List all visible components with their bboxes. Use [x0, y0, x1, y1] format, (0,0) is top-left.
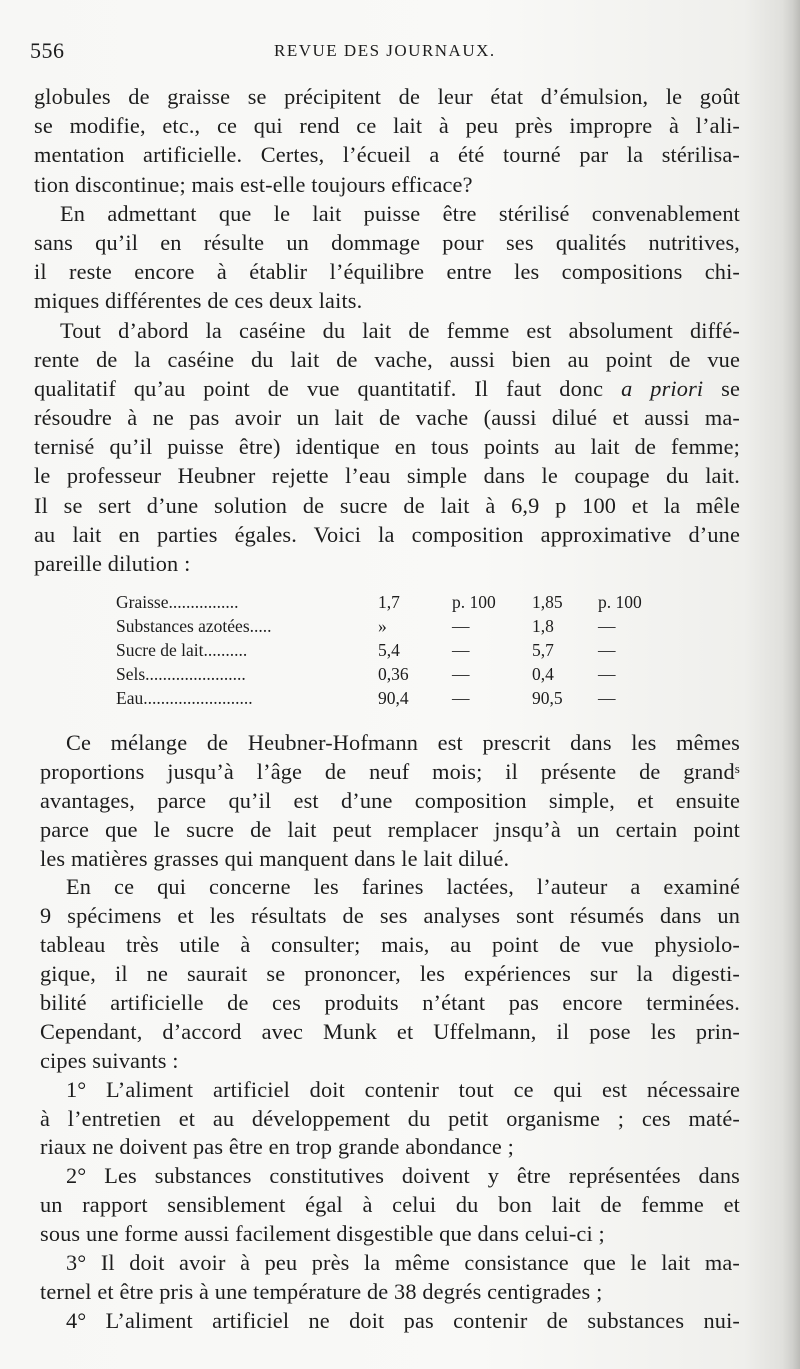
unit-human-milk: —	[598, 664, 616, 684]
composition-label: Graisse................	[116, 592, 239, 612]
unit-human-milk: p. 100	[598, 592, 642, 612]
text-line: 4° L’aliment artificiel ne doit pas contenir de substances nui-	[66, 1307, 740, 1333]
text-line: Tout d’abord la caséine du lait de femme est absolument diffé-	[60, 317, 740, 343]
value-human-milk: 5,7	[532, 640, 554, 660]
composition-label: Sels.......................	[116, 664, 246, 684]
page-header	[30, 38, 742, 66]
text-segment: qualitatif qu’au point de vue quantitatif. Il faut donc	[34, 375, 604, 401]
text-line: résoudre à ne pas avoir un lait de vache (aussi dilué et aussi ma-	[34, 405, 740, 431]
composition-table	[116, 590, 668, 710]
page-edge-shadow	[782, 0, 800, 1369]
text-line: riaux ne doivent pas être en trop grande abondance ;	[40, 1134, 514, 1160]
unit-diluted: p. 100	[452, 592, 496, 612]
text-line: En admettant que le lait puisse être stérilisé convenablement	[60, 200, 740, 226]
text-line: 3° Il doit avoir à peu près la même consistance que le lait ma-	[66, 1250, 740, 1276]
text-line: il reste encore à établir l’équilibre entre les compositions chi-	[34, 259, 740, 285]
text-line: pareille dilution :	[34, 551, 191, 576]
value-diluted: 1,7	[378, 592, 400, 612]
text-line: Il se sert d’une solution de sucre de lait à 6,9 p 100 et la mêle	[34, 492, 740, 518]
body-text-top	[34, 82, 740, 578]
composition-label: Substances azotées.....	[116, 616, 272, 636]
unit-diluted: —	[452, 664, 470, 684]
composition-label: Eau.........................	[116, 688, 253, 708]
text-line: se modifie, etc., ce qui rend ce lait à peu près impropre à l’ali-	[34, 113, 740, 139]
text-line: globules de graisse se précipitent de leur état d’émulsion, le goût	[34, 84, 740, 109]
text-line: avantages, parce qu’il est d’une composition simple, et ensuite	[40, 787, 740, 813]
text-segment: proportions jusqu’à l’âge de neuf mois; il présente de grand	[40, 758, 735, 784]
text-line: ternisé qu’il puisse être) identique en tous points au lait de femme;	[34, 434, 740, 460]
composition-row	[116, 638, 668, 662]
italic-phrase: a priori	[621, 375, 704, 401]
text-line: 9 spécimens et les résultats de ses analyses sont résumés dans un	[40, 903, 740, 929]
text-line: tion discontinue; mais est-elle toujours efficace?	[34, 171, 473, 197]
text-line: bilité artificielle de ces produits n’étant pas encore terminées.	[40, 990, 740, 1016]
value-human-milk: 1,8	[532, 616, 554, 636]
text-segment: se	[721, 375, 741, 401]
composition-row	[116, 614, 668, 638]
value-diluted: »	[378, 616, 387, 636]
value-diluted: 90,4	[378, 688, 409, 708]
text-line: 1° L’aliment artificiel doit contenir tout ce qui est nécessaire	[66, 1076, 740, 1102]
unit-diluted: —	[452, 640, 470, 660]
composition-row	[116, 590, 668, 614]
text-line: les matières grasses qui manquent dans le lait dilué.	[40, 845, 510, 871]
text-line-with-superscript	[40, 758, 740, 787]
text-line: cipes suivants :	[40, 1047, 179, 1073]
composition-row	[116, 662, 668, 686]
unit-human-milk: —	[598, 640, 616, 660]
text-line: mentation artificielle. Certes, l’écueil a été tourné par la stérilisa-	[34, 142, 740, 168]
text-line: tableau très utile à consulter; mais, au point de vue physiolo-	[40, 932, 740, 958]
body-text-bottom	[40, 729, 740, 1336]
value-human-milk: 90,5	[532, 688, 563, 708]
text-line: un rapport sensiblement égal à celui du bon lait de femme et	[40, 1192, 740, 1218]
value-human-milk: 0,4	[532, 664, 554, 684]
text-line: au lait en parties égales. Voici la composition approximative d’une	[34, 521, 740, 547]
text-line: sans qu’il en résulte un dommage pour ses qualités nutritives,	[34, 229, 740, 255]
unit-diluted: —	[452, 616, 470, 636]
text-line: En ce qui concerne les farines lactées, l’auteur a examiné	[66, 874, 740, 900]
text-line: sous une forme aussi facilement disgestible que dans celui-ci ;	[40, 1221, 605, 1247]
text-line: à l’entretien et au développement du petit organisme ; ces maté-	[40, 1105, 740, 1131]
unit-human-milk: —	[598, 616, 616, 636]
text-line: parce que le sucre de lait peut remplacer jnsqu’à un certain point	[40, 816, 740, 842]
text-line: miques différentes de ces deux laits.	[34, 288, 363, 314]
text-line: rente de la caséine du lait de vache, aussi bien au point de vue	[34, 346, 740, 372]
unit-diluted: —	[452, 688, 470, 708]
unit-human-milk: —	[598, 688, 616, 708]
value-human-milk: 1,85	[532, 592, 563, 612]
text-line: ternel et être pris à une température de 38 degrés centigrades ;	[40, 1278, 603, 1304]
value-diluted: 5,4	[378, 640, 400, 660]
page-number: 556	[30, 38, 65, 63]
composition-row	[116, 686, 668, 710]
superscript-letter: s	[734, 760, 740, 776]
value-diluted: 0,36	[378, 664, 409, 684]
text-line: gique, il ne saurait se prononcer, les expériences sur la digesti-	[40, 961, 740, 987]
text-line: le professeur Heubner rejette l’eau simple dans le coupage du lait.	[34, 463, 740, 489]
text-line: 2° Les substances constitutives doivent y être représentées dans	[66, 1163, 740, 1189]
text-line: Ce mélange de Heubner-Hofmann est prescrit dans les mêmes	[66, 730, 740, 755]
text-line-with-italic	[34, 374, 740, 403]
text-line: Cependant, d’accord avec Munk et Uffelmann, il pose les prin-	[40, 1018, 740, 1044]
running-head: REVUE DES JOURNAUX.	[274, 41, 496, 60]
composition-label: Sucre de lait..........	[116, 640, 248, 660]
